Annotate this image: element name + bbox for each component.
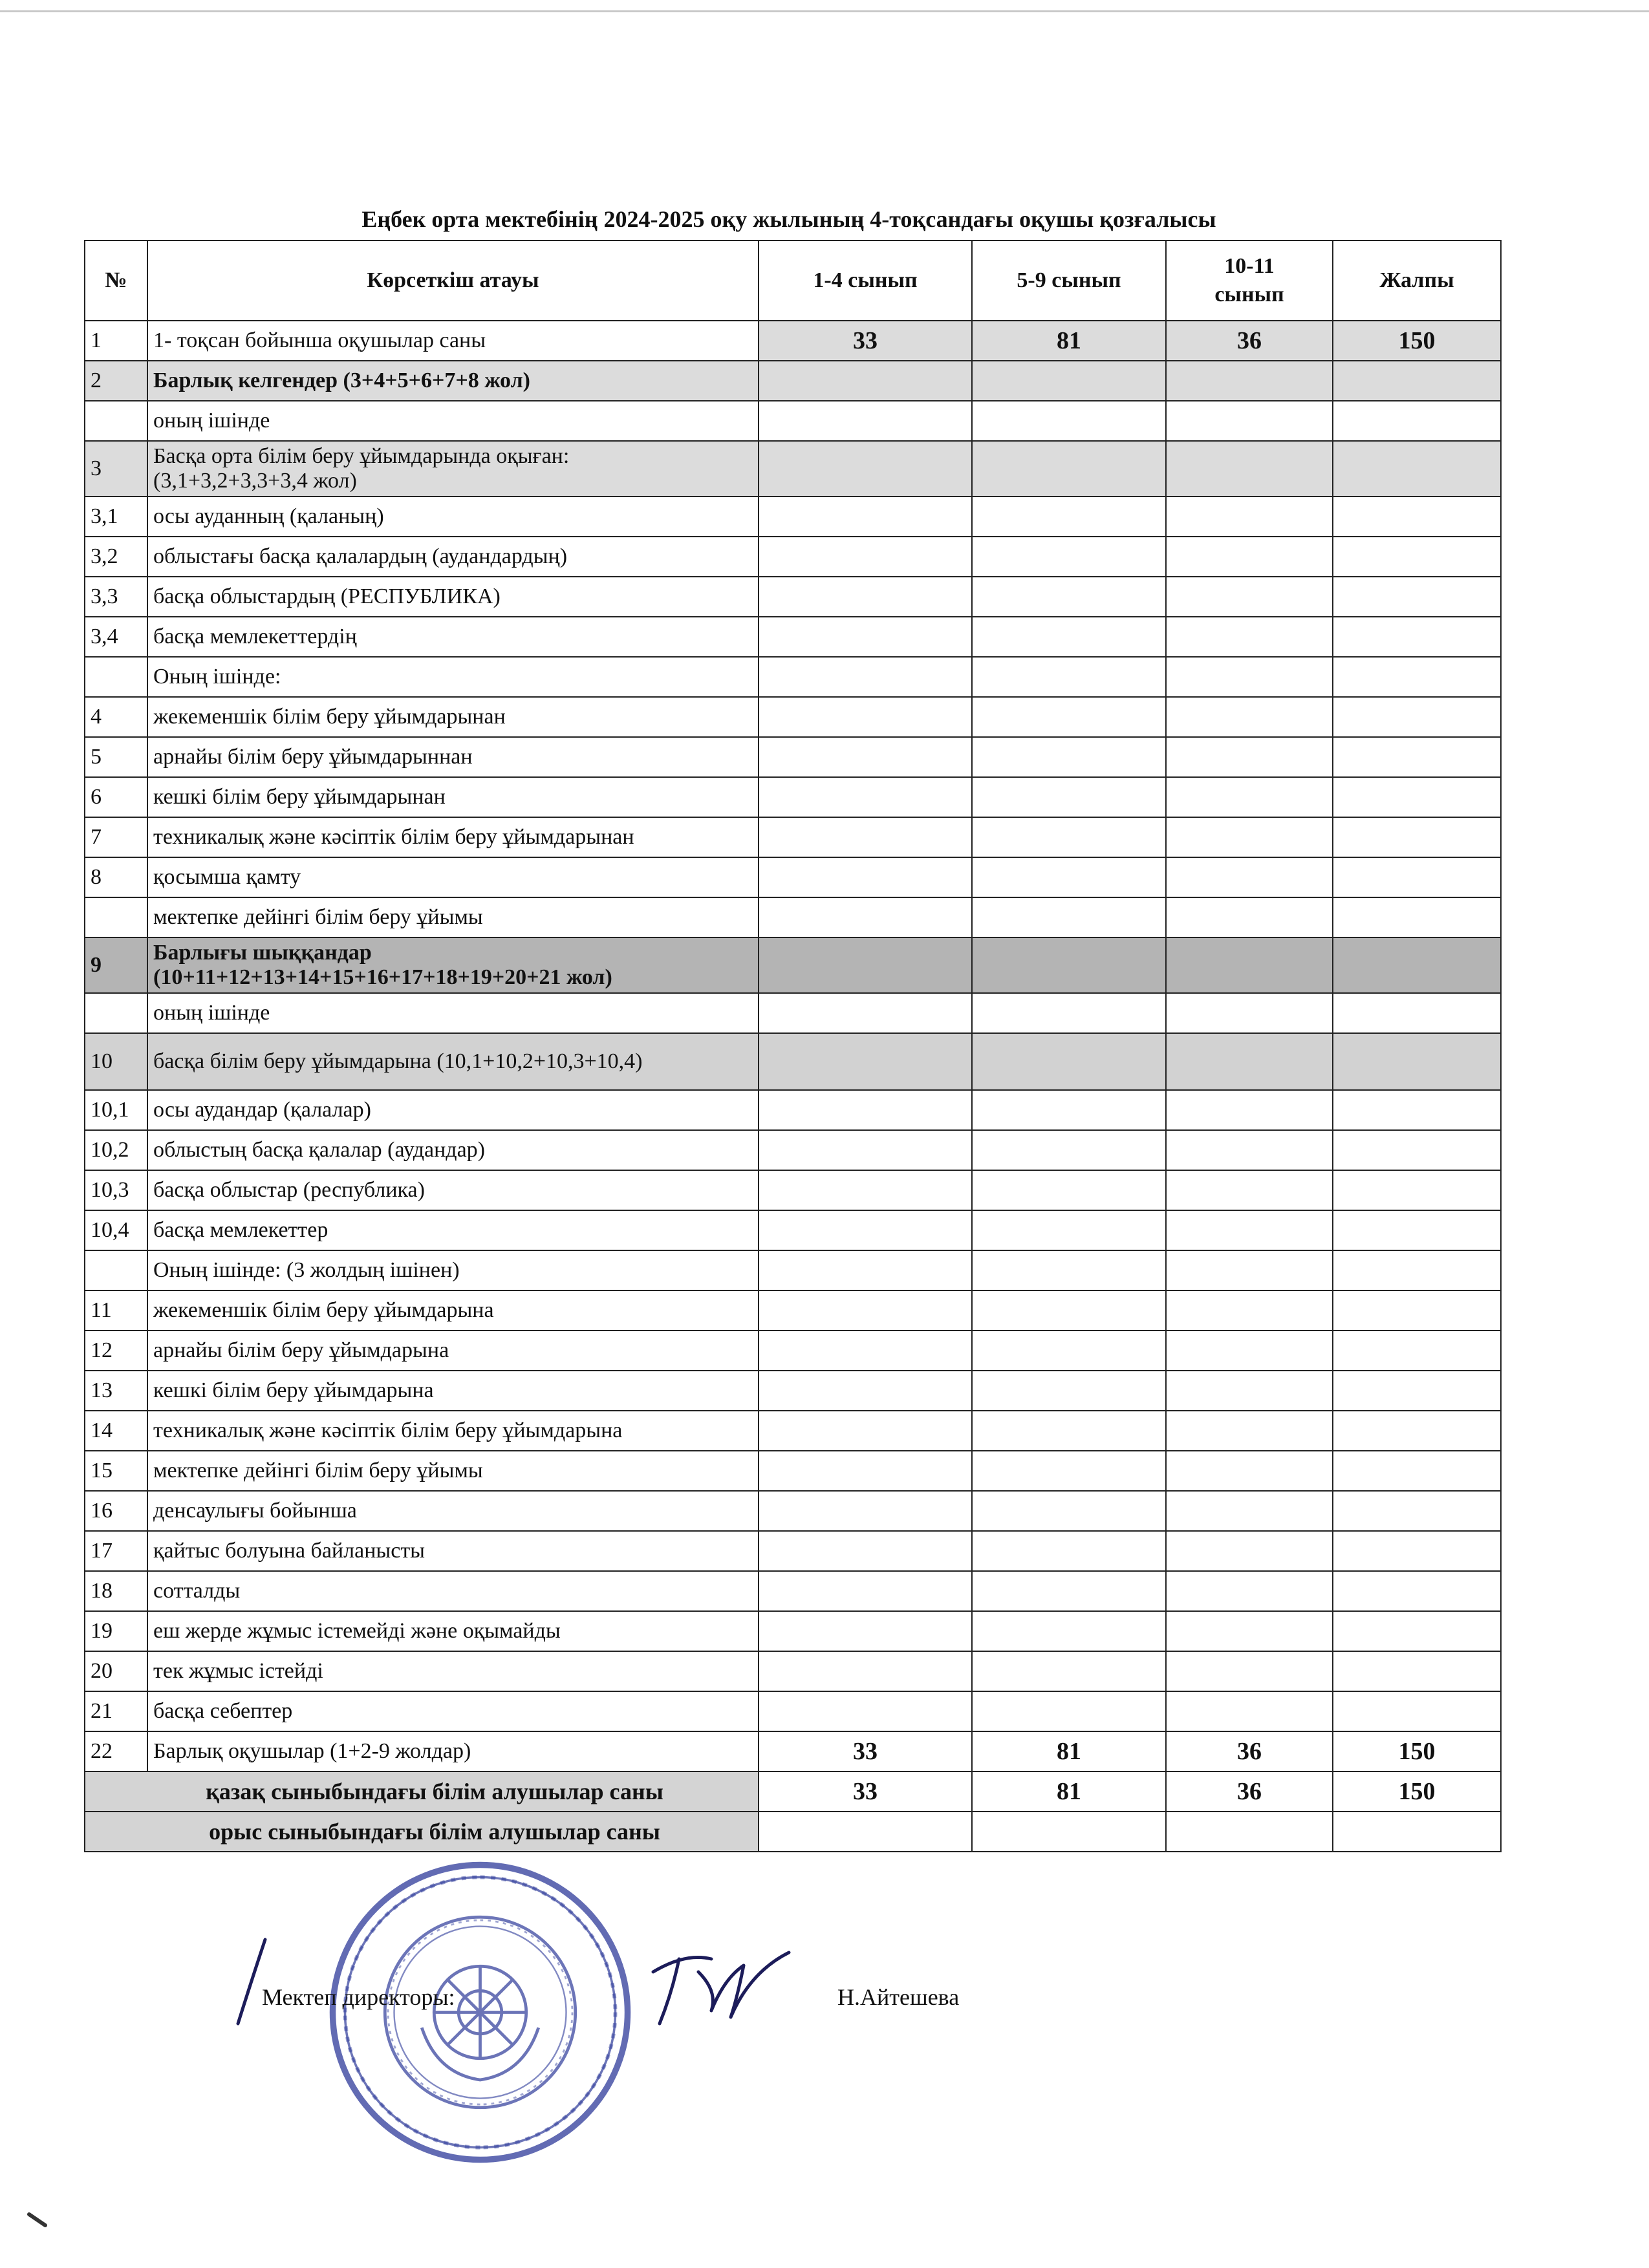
cell-grades-1-4 [759, 1411, 972, 1451]
table-row [85, 1451, 1501, 1491]
cell-grades-10-11 [1166, 1250, 1333, 1290]
cell-total [1333, 617, 1501, 657]
cell-grades-1-4: 33 [759, 1771, 972, 1812]
cell-total [1333, 1290, 1501, 1331]
row-label: жекеменшік білім беру ұйымдарынан [147, 697, 759, 737]
cell-grades-1-4 [759, 361, 972, 401]
cell-total [1333, 1130, 1501, 1170]
table-row [85, 1531, 1501, 1571]
cell-grades-5-9 [972, 1130, 1166, 1170]
row-number: 15 [85, 1451, 147, 1491]
cell-grades-5-9 [972, 1371, 1166, 1411]
cell-total [1333, 577, 1501, 617]
cell-grades-1-4 [759, 1331, 972, 1371]
header-grades-10-11-line1: 10-11 [1224, 254, 1275, 278]
document-title: Еңбек орта мектебінің 2024-2025 оқу жылының 4-тоқсандағы оқушы қозғалысы [361, 206, 1216, 232]
cell-total [1333, 1491, 1501, 1531]
row-number: 10,1 [85, 1090, 147, 1130]
cell-grades-10-11 [1166, 1531, 1333, 1571]
official-seal-icon [327, 1859, 634, 2166]
cell-total [1333, 1651, 1501, 1691]
cell-grades-5-9 [972, 617, 1166, 657]
header-grades-10-11 [1166, 241, 1333, 321]
cell-grades-5-9 [972, 1411, 1166, 1451]
cell-total [1333, 937, 1501, 993]
cell-grades-1-4 [759, 1451, 972, 1491]
table-row [85, 1170, 1501, 1210]
cell-grades-1-4 [759, 1033, 972, 1090]
cell-total [1333, 497, 1501, 537]
scan-edge-line [0, 10, 1649, 12]
row-label: тек жұмыс істейді [147, 1651, 759, 1691]
row-label-line2: (10+11+12+13+14+15+16+17+18+19+20+21 жол) [153, 965, 612, 989]
cell-grades-10-11 [1166, 737, 1333, 777]
row-label: еш жерде жұмыс істемейді және оқымайды [147, 1611, 759, 1651]
row-label-russian-classes [85, 1812, 759, 1852]
row-number: 10,3 [85, 1170, 147, 1210]
cell-grades-10-11 [1166, 1691, 1333, 1731]
cell-grades-5-9 [972, 657, 1166, 697]
table-row [85, 321, 1501, 361]
cell-grades-10-11 [1166, 617, 1333, 657]
cell-grades-1-4 [759, 1130, 972, 1170]
scan-mark-icon [26, 2211, 52, 2231]
cell-grades-10-11 [1166, 361, 1333, 401]
cell-grades-5-9 [972, 1170, 1166, 1210]
row-label-line2: (3,1+3,2+3,3+3,4 жол) [153, 469, 357, 493]
row-label: басқа білім беру ұйымдарына (10,1+10,2+10,3+10,4) [147, 1033, 759, 1090]
director-position-label: Мектеп директоры: [262, 1984, 455, 2010]
row-number: 11 [85, 1290, 147, 1331]
row-number: 12 [85, 1331, 147, 1371]
cell-grades-1-4 [759, 697, 972, 737]
row-label: қайтыс болуына байланысты [147, 1531, 759, 1571]
row-number: 3,1 [85, 497, 147, 537]
cell-grades-10-11 [1166, 1331, 1333, 1371]
cell-grades-5-9 [972, 1210, 1166, 1250]
cell-total [1333, 537, 1501, 577]
cell-grades-5-9 [972, 1290, 1166, 1331]
cell-grades-1-4 [759, 777, 972, 817]
row-label: денсаулығы бойынша [147, 1491, 759, 1531]
cell-grades-10-11 [1166, 657, 1333, 697]
table-row [85, 1691, 1501, 1731]
cell-total [1333, 657, 1501, 697]
cell-grades-10-11 [1166, 1651, 1333, 1691]
table-row [85, 737, 1501, 777]
cell-grades-1-4 [759, 577, 972, 617]
row-number: 6 [85, 777, 147, 817]
cell-total [1333, 441, 1501, 497]
cell-grades-10-11: 36 [1166, 1731, 1333, 1771]
cell-grades-1-4: 33 [759, 321, 972, 361]
cell-grades-1-4 [759, 441, 972, 497]
row-number: 3,2 [85, 537, 147, 577]
cell-grades-10-11 [1166, 1571, 1333, 1611]
row-number: 3 [85, 441, 147, 497]
cell-grades-1-4 [759, 1691, 972, 1731]
table-row [85, 937, 1501, 993]
table-row [85, 361, 1501, 401]
cell-grades-10-11 [1166, 401, 1333, 441]
cell-grades-10-11 [1166, 1812, 1333, 1852]
table-row [85, 1033, 1501, 1090]
cell-grades-1-4 [759, 497, 972, 537]
cell-grades-5-9 [972, 497, 1166, 537]
cell-grades-1-4 [759, 1611, 972, 1651]
cell-total [1333, 1571, 1501, 1611]
row-number: 1 [85, 321, 147, 361]
table-row [85, 857, 1501, 897]
cell-grades-10-11 [1166, 1611, 1333, 1651]
cell-grades-5-9 [972, 441, 1166, 497]
cell-total [1333, 993, 1501, 1033]
cell-grades-1-4 [759, 1371, 972, 1411]
director-name: Н.Айтешева [837, 1984, 960, 2010]
cell-grades-10-11: 36 [1166, 321, 1333, 361]
row-label: басқа мемлекеттер [147, 1210, 759, 1250]
row-label: Оның ішінде: [147, 657, 759, 697]
cell-grades-5-9 [972, 1331, 1166, 1371]
row-number: 10,2 [85, 1130, 147, 1170]
table-row [85, 777, 1501, 817]
table-row [85, 657, 1501, 697]
row-label: кешкі білім беру ұйымдарынан [147, 777, 759, 817]
row-number: 3,4 [85, 617, 147, 657]
table-row [85, 537, 1501, 577]
cell-grades-5-9 [972, 577, 1166, 617]
cell-grades-5-9 [972, 1531, 1166, 1571]
cell-grades-10-11 [1166, 1491, 1333, 1531]
cell-total [1333, 897, 1501, 937]
row-number: 22 [85, 1731, 147, 1771]
cell-total: 150 [1333, 1771, 1501, 1812]
row-label: оның ішінде [147, 993, 759, 1033]
row-label: орыс сыныбындағы білім алушылар саны [209, 1819, 660, 1845]
table-row [85, 1331, 1501, 1371]
cell-total [1333, 817, 1501, 857]
row-label: қосымша қамту [147, 857, 759, 897]
table-row [85, 1731, 1501, 1771]
cell-total [1333, 1170, 1501, 1210]
header-grades-1-4: 1-4 сынып [759, 241, 972, 321]
cell-grades-10-11 [1166, 1371, 1333, 1411]
cell-grades-10-11 [1166, 441, 1333, 497]
row-label: мектепке дейінгі білім беру ұйымы [147, 1451, 759, 1491]
row-label-line1: Барлығы шыққандар [153, 941, 372, 965]
cell-total [1333, 1331, 1501, 1371]
table-row [85, 1290, 1501, 1331]
cell-total [1333, 361, 1501, 401]
row-label-kazakh-classes [85, 1771, 759, 1812]
cell-grades-5-9 [972, 1033, 1166, 1090]
row-number: 18 [85, 1571, 147, 1611]
cell-grades-1-4 [759, 1250, 972, 1290]
table-row [85, 817, 1501, 857]
cell-total [1333, 1451, 1501, 1491]
cell-grades-1-4 [759, 537, 972, 577]
cell-grades-5-9 [972, 737, 1166, 777]
header-total: Жалпы [1333, 241, 1501, 321]
table-row [85, 1371, 1501, 1411]
cell-grades-1-4 [759, 401, 972, 441]
row-number [85, 401, 147, 441]
row-number [85, 993, 147, 1033]
row-number: 9 [85, 937, 147, 993]
row-number: 4 [85, 697, 147, 737]
cell-grades-10-11 [1166, 937, 1333, 993]
cell-total [1333, 1531, 1501, 1571]
header-grades-10-11-line2: сынып [1214, 283, 1284, 306]
cell-grades-5-9 [972, 993, 1166, 1033]
cell-grades-1-4 [759, 1651, 972, 1691]
cell-grades-5-9 [972, 857, 1166, 897]
row-label: кешкі білім беру ұйымдарына [147, 1371, 759, 1411]
cell-total [1333, 697, 1501, 737]
row-label: мектепке дейінгі білім беру ұйымы [147, 897, 759, 937]
cell-total [1333, 401, 1501, 441]
cell-total [1333, 1090, 1501, 1130]
row-label: басқа облыстар (республика) [147, 1170, 759, 1210]
row-label: қазақ сыныбындағы білім алушылар саны [206, 1779, 663, 1804]
table-row [85, 1611, 1501, 1651]
row-label: басқа облыстардың (РЕСПУБЛИКА) [147, 577, 759, 617]
cell-grades-5-9 [972, 1812, 1166, 1852]
cell-grades-1-4 [759, 1812, 972, 1852]
table-row [85, 1771, 1501, 1812]
row-number: 5 [85, 737, 147, 777]
cell-grades-5-9 [972, 937, 1166, 993]
table-row [85, 1411, 1501, 1451]
cell-grades-1-4 [759, 1491, 972, 1531]
table-row [85, 1812, 1501, 1852]
row-label: осы аудандар (қалалар) [147, 1090, 759, 1130]
row-label [147, 937, 759, 993]
row-number: 21 [85, 1691, 147, 1731]
row-label: арнайы білім беру ұйымдарыннан [147, 737, 759, 777]
row-label: оның ішінде [147, 401, 759, 441]
cell-grades-5-9 [972, 817, 1166, 857]
row-number: 14 [85, 1411, 147, 1451]
row-number: 7 [85, 817, 147, 857]
table-row [85, 441, 1501, 497]
cell-grades-10-11 [1166, 537, 1333, 577]
table-row [85, 1651, 1501, 1691]
cell-total: 150 [1333, 321, 1501, 361]
cell-grades-1-4 [759, 1531, 972, 1571]
row-number: 10,4 [85, 1210, 147, 1250]
row-number: 2 [85, 361, 147, 401]
cell-total [1333, 1250, 1501, 1290]
cell-grades-5-9 [972, 1451, 1166, 1491]
row-label: басқа мемлекеттердің [147, 617, 759, 657]
cell-grades-1-4 [759, 993, 972, 1033]
cell-grades-10-11 [1166, 1033, 1333, 1090]
row-number: 8 [85, 857, 147, 897]
cell-grades-5-9 [972, 777, 1166, 817]
row-number: 19 [85, 1611, 147, 1651]
table-row [85, 897, 1501, 937]
cell-grades-5-9 [972, 1611, 1166, 1651]
header-no: № [85, 241, 147, 321]
row-number [85, 1250, 147, 1290]
cell-grades-10-11 [1166, 1411, 1333, 1451]
table-row [85, 401, 1501, 441]
row-label [147, 441, 759, 497]
header-grades-5-9: 5-9 сынып [972, 241, 1166, 321]
cell-grades-5-9 [972, 697, 1166, 737]
row-number [85, 897, 147, 937]
cell-grades-10-11 [1166, 993, 1333, 1033]
cell-grades-5-9 [972, 1491, 1166, 1531]
header-indicator: Көрсеткіш атауы [147, 241, 759, 321]
table-row [85, 1491, 1501, 1531]
row-label: техникалық және кәсіптік білім беру ұйымдарынан [147, 817, 759, 857]
cell-total [1333, 1812, 1501, 1852]
row-label: Оның ішінде: (3 жолдың ішінен) [147, 1250, 759, 1290]
student-movement-table [84, 240, 1502, 1852]
row-number: 10 [85, 1033, 147, 1090]
cell-grades-5-9 [972, 1571, 1166, 1611]
row-number: 13 [85, 1371, 147, 1411]
row-label: жекеменшік білім беру ұйымдарына [147, 1290, 759, 1331]
signature-stroke-icon [226, 1933, 278, 2030]
cell-grades-10-11 [1166, 897, 1333, 937]
cell-grades-10-11 [1166, 777, 1333, 817]
cell-grades-5-9 [972, 897, 1166, 937]
cell-grades-10-11 [1166, 1210, 1333, 1250]
cell-grades-1-4 [759, 737, 972, 777]
row-label: арнайы білім беру ұйымдарына [147, 1331, 759, 1371]
cell-total [1333, 1210, 1501, 1250]
table-row [85, 617, 1501, 657]
row-label: басқа себептер [147, 1691, 759, 1731]
cell-grades-5-9 [972, 401, 1166, 441]
cell-total [1333, 1691, 1501, 1731]
table-row [85, 1571, 1501, 1611]
cell-grades-5-9 [972, 1651, 1166, 1691]
cell-grades-1-4 [759, 817, 972, 857]
cell-grades-5-9 [972, 537, 1166, 577]
row-number: 3,3 [85, 577, 147, 617]
table-row [85, 577, 1501, 617]
table-row [85, 697, 1501, 737]
cell-grades-1-4: 33 [759, 1731, 972, 1771]
table-row [85, 1210, 1501, 1250]
cell-grades-10-11 [1166, 1451, 1333, 1491]
table-row [85, 1130, 1501, 1170]
row-label: сотталды [147, 1571, 759, 1611]
cell-grades-10-11 [1166, 697, 1333, 737]
cell-grades-10-11: 36 [1166, 1771, 1333, 1812]
table-header-row [85, 241, 1501, 321]
row-label: техникалық және кәсіптік білім беру ұйымдарына [147, 1411, 759, 1451]
table-row [85, 497, 1501, 537]
row-number [85, 657, 147, 697]
cell-grades-1-4 [759, 617, 972, 657]
row-label: облыстың басқа қалалар (аудандар) [147, 1130, 759, 1170]
cell-grades-10-11 [1166, 857, 1333, 897]
cell-total: 150 [1333, 1731, 1501, 1771]
cell-grades-10-11 [1166, 497, 1333, 537]
cell-grades-5-9 [972, 1250, 1166, 1290]
cell-grades-1-4 [759, 1170, 972, 1210]
cell-grades-1-4 [759, 1210, 972, 1250]
cell-grades-10-11 [1166, 577, 1333, 617]
cell-total [1333, 1411, 1501, 1451]
cell-grades-10-11 [1166, 1170, 1333, 1210]
cell-total [1333, 777, 1501, 817]
table-row [85, 1090, 1501, 1130]
cell-total [1333, 1033, 1501, 1090]
row-label: осы ауданның (қаланың) [147, 497, 759, 537]
table-row [85, 1250, 1501, 1290]
cell-grades-5-9 [972, 1691, 1166, 1731]
cell-grades-1-4 [759, 1571, 972, 1611]
row-label: облыстағы басқа қалалардың (аудандардың) [147, 537, 759, 577]
signature-icon [640, 1933, 802, 2030]
row-label: 1- тоқсан бойынша оқушылар саны [147, 321, 759, 361]
cell-grades-1-4 [759, 857, 972, 897]
cell-grades-5-9 [972, 361, 1166, 401]
row-label-line1: Басқа орта білім беру ұйымдарында оқыған: [153, 444, 570, 468]
cell-grades-5-9 [972, 1090, 1166, 1130]
row-number: 16 [85, 1491, 147, 1531]
cell-grades-5-9: 81 [972, 1771, 1166, 1812]
row-number: 20 [85, 1651, 147, 1691]
cell-grades-1-4 [759, 1290, 972, 1331]
cell-grades-1-4 [759, 1090, 972, 1130]
cell-total [1333, 1611, 1501, 1651]
row-label: Барлық оқушылар (1+2-9 жолдар) [147, 1731, 759, 1771]
row-number: 17 [85, 1531, 147, 1571]
cell-grades-1-4 [759, 897, 972, 937]
cell-grades-10-11 [1166, 1130, 1333, 1170]
cell-grades-10-11 [1166, 1090, 1333, 1130]
cell-total [1333, 1371, 1501, 1411]
cell-total [1333, 857, 1501, 897]
cell-grades-10-11 [1166, 817, 1333, 857]
cell-grades-5-9: 81 [972, 1731, 1166, 1771]
cell-grades-10-11 [1166, 1290, 1333, 1331]
cell-grades-1-4 [759, 657, 972, 697]
row-label: Барлық келгендер (3+4+5+6+7+8 жол) [147, 361, 759, 401]
cell-grades-5-9: 81 [972, 321, 1166, 361]
table-row [85, 993, 1501, 1033]
cell-grades-1-4 [759, 937, 972, 993]
cell-total [1333, 737, 1501, 777]
